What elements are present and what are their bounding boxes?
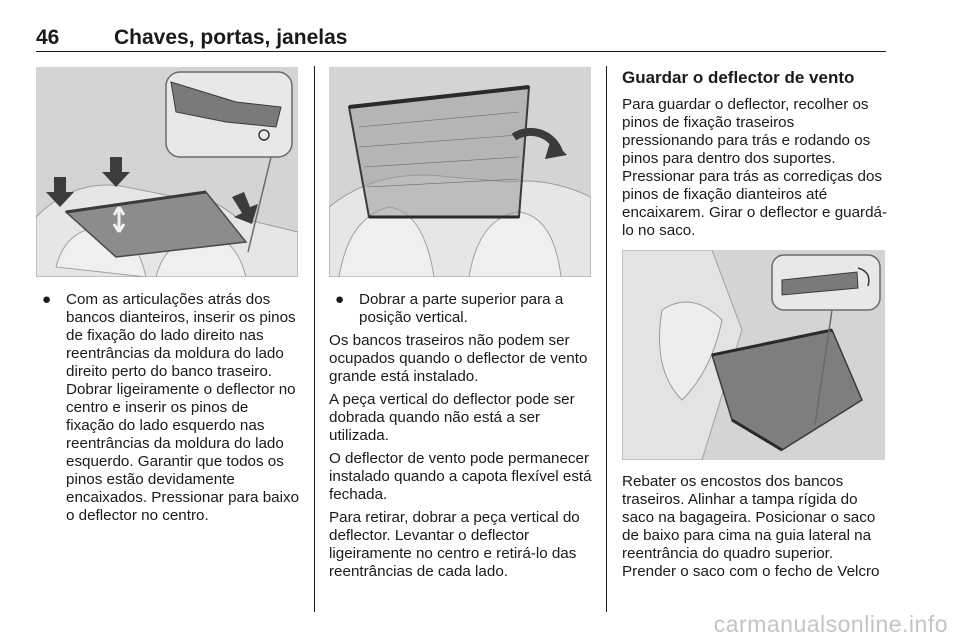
paragraph-soft-top: O deflector de vento pode permanecer instalado quando a capota flexível está fechada. <box>329 450 592 503</box>
section-heading: Guardar o deflector de vento <box>622 68 855 87</box>
bullet-text: Com as articulações atrás dos bancos dianteiros, inserir os pinos de fixação do lado direito nas reentrâncias da moldura do lado direito perto do banco traseiro. Dobrar ligeiramente o deflector no centro e inserir os pinos de fixação do lado esquerdo nas reentrâncias da moldura do lado esquerdo. Garantir que todos os pinos estão devidamente encaixados. Pressionar para baixo o deflector no centro. <box>66 291 300 524</box>
illustration-deflector-installation <box>36 67 298 277</box>
paragraph-rear-seats: Os bancos traseiros não podem ser ocupados quando o deflector de vento grande está instalado. <box>329 332 588 385</box>
figure-deflector-installation <box>36 67 298 277</box>
figure-deflector-folding <box>329 67 591 277</box>
page-header <box>36 26 886 52</box>
paragraph-storage-bag: Rebater os encostos dos bancos traseiros. Alinhar a tampa rígida do saco na bagageira. Posicionar o saco de baixo para cima na guia lateral na reentrância do quadro superior. Prender o saco com o fecho de Velcro <box>622 473 880 580</box>
column1-text <box>36 291 300 525</box>
illustration-deflector-storage-bag <box>622 250 885 460</box>
bullet-symbol: ● <box>42 291 52 308</box>
column-divider-right <box>606 66 607 612</box>
paragraph-vertical-part: A peça vertical do deflector pode ser dobrada quando não está a ser utilizada. <box>329 391 575 444</box>
watermark: carmanualsonline.info <box>713 611 948 637</box>
bullet-symbol: ● <box>335 291 345 308</box>
bullet-text: Dobrar a parte superior para a posição vertical. <box>359 291 564 326</box>
bullet-item <box>36 291 300 525</box>
column2-text <box>329 291 595 586</box>
paragraph-removal: Para retirar, dobrar a peça vertical do deflector. Levantar o deflector ligeiramente no centro e retirá-lo das reentrâncias de cada lado. <box>329 509 580 580</box>
paragraph-storage-intro: Para guardar o deflector, recolher os pinos de fixação traseiros pressionando para trás e rodando os pinos para dentro dos suportes. Pressionar para trás as corrediças dos pinos de fixação dianteiros até encaixarem. Girar o deflector e guardá-lo no saco. <box>622 96 888 239</box>
chapter-title: Chaves, portas, janelas <box>114 26 348 49</box>
bullet-item <box>329 291 595 327</box>
column3-bottom <box>622 473 888 586</box>
page-number: 46 <box>36 26 60 49</box>
figure-deflector-storage-bag <box>622 250 885 460</box>
column-divider-left <box>314 66 315 612</box>
illustration-deflector-folding <box>329 67 591 277</box>
column3-intro <box>622 96 888 245</box>
header-rule <box>36 51 886 52</box>
